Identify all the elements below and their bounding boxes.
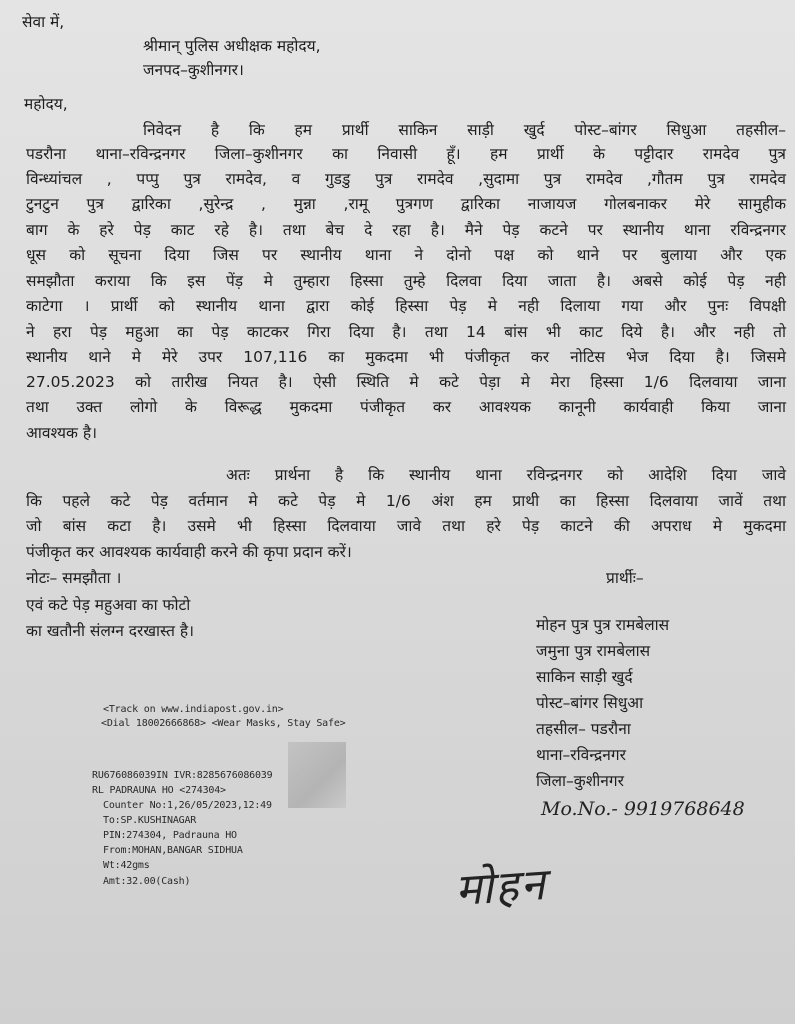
body-line: पडरौना थाना–रविन्द्रनगर जिला–कुशीनगर का निवासी हूँ। हम प्रार्थी के पट्टीदार रामदेव पुत्र — [26, 145, 786, 163]
body-line: समझौता कराया कि इस पेंड़ मे तुम्हारा हिस्सा तुम्हे दिलवा दिया जाता है। अबसे कोई पेड़ नही — [26, 272, 786, 290]
receipt-line: <Dial 18002666868> <Wear Masks, Stay Safe> — [101, 718, 346, 729]
signature: मोहन — [453, 858, 549, 917]
receipt-line: Amt:32.00(Cash) — [103, 876, 191, 887]
receipt-line: <Track on www.indiapost.gov.in> — [103, 704, 284, 715]
petitioner-line: थाना–रविन्द्रनगर — [536, 746, 626, 764]
body-line: निवेदन है कि हम प्रार्थी साकिन साड़ी खुर्द पोस्ट–बांगर सिधुआ तहसील– — [143, 121, 786, 139]
note-line: नोटः– समझौता । — [26, 569, 122, 587]
body-line: आवश्यक है। — [26, 424, 97, 442]
receipt-line: To:SP.KUSHINAGAR — [103, 815, 197, 826]
receipt-line: Wt:42gms — [103, 860, 150, 871]
prayer-line: कि पहले कटे पेड़ वर्तमान मे कटे पेड़ मे 1/6 अंश हम प्राथी का हिस्सा दिलवाया जावें तथा — [26, 492, 786, 510]
prayer-line: जो बांस कटा है। उसमे भी हिस्सा दिलवाया जावे तथा हरे पेड़ काटने की अपराध मे मुकदमा — [26, 517, 786, 535]
body-line: विन्ध्यांचल , पप्पु पुत्र रामदेव, व गुडडु पुत्र रामदेव ,सुदामा पुत्र रामदेव ,गौतम पुत्र रामदेव — [26, 170, 786, 188]
body-line: काटेगा । प्रार्थी को स्थानीय थाना द्वारा कोई हिस्सा पेड़ मे नही दिलाया गया और पुनः विपक्षी — [26, 297, 786, 315]
petitioner-line: मोहन पुत्र पुत्र रामबेलास — [536, 616, 670, 634]
receipt-line: From:MOHAN,BANGAR SIDHUA — [103, 845, 243, 856]
mobile-number: Mo.No.- 9919768648 — [541, 798, 745, 820]
receipt-line: RU676086039IN IVR:8285676086039 — [92, 770, 273, 781]
note-line: एवं कटे पेड़ महुअवा का फोटो — [26, 596, 191, 614]
salutation-to: सेवा में, — [22, 13, 65, 31]
body-line: बाग के हरे पेड़ काट रहे है। तथा बेच दे रहा है। मैने पेड़ कटने पर स्थानीय थाना रविन्द्रनगर — [26, 221, 786, 239]
body-line: धूस को सूचना दिया जिस पर स्थानीय थाना ने दोनो पक्ष को थाने पर बुलाया और एक — [26, 246, 786, 264]
body-line: स्थानीय थाने मे मेरे उपर 107,116 का मुकदमा भी पंजीकृत कर नोटिस भेज दिया है। जिसमे — [26, 348, 786, 366]
petitioner-line: जिला–कुशीनगर — [536, 772, 624, 790]
note-line: का खतौनी संलग्न दरखास्त है। — [26, 622, 194, 640]
petitioner-line: जमुना पुत्र रामबेलास — [536, 642, 651, 660]
receipt-line: PIN:274304, Padrauna HO — [103, 830, 237, 841]
prayer-line: अतः प्रार्थना है कि स्थानीय थाना रविन्द्रनगर को आदेशि दिया जावे — [226, 466, 786, 484]
petitioner-heading: प्रार्थीः– — [606, 569, 644, 587]
petitioner-line: तहसील– पडरौना — [536, 720, 631, 738]
body-line: तथा उक्त लोगो के विरूद्ध मुकदमा पंजीकृत कर आवश्यक कानूनी कार्यवाही किया जाना — [26, 398, 786, 416]
greeting: महोदय, — [24, 95, 68, 113]
body-line: ने हरा पेड़ महुआ का पेड़ काटकर गिरा दिया है। तथा 14 बांस भी काट दिये है। और नही तो — [26, 323, 786, 341]
prayer-line: पंजीकृत कर आवश्यक कार्यवाही करने की कृपा प्रदान करें। — [26, 543, 352, 561]
body-line: 27.05.2023 को तारीख नियत है। ऐसी स्थिति मे कटे पेड़ा मे मेरा हिस्सा 1/6 दिलवाया जाना — [26, 373, 786, 391]
petitioner-line: पोस्ट–बांगर सिधुआ — [536, 694, 644, 712]
recipient-title: श्रीमान् पुलिस अधीक्षक महोदय, — [143, 37, 321, 55]
receipt-line: RL PADRAUNA HO <274304> — [92, 785, 226, 796]
body-line: टुनटुन पुत्र द्वारिका ,सुरेन्द्र , मुन्ना ,रामू पुत्रगण द्वारिका नाजायज गोलबनाकर मेरे सामुहीक — [26, 195, 786, 213]
postage-stamp-mark — [288, 742, 346, 808]
receipt-line: Counter No:1,26/05/2023,12:49 — [103, 800, 272, 811]
recipient-district: जनपद–कुशीनगर। — [143, 61, 244, 79]
petitioner-line: साकिन साड़ी खुर्द — [536, 668, 633, 686]
